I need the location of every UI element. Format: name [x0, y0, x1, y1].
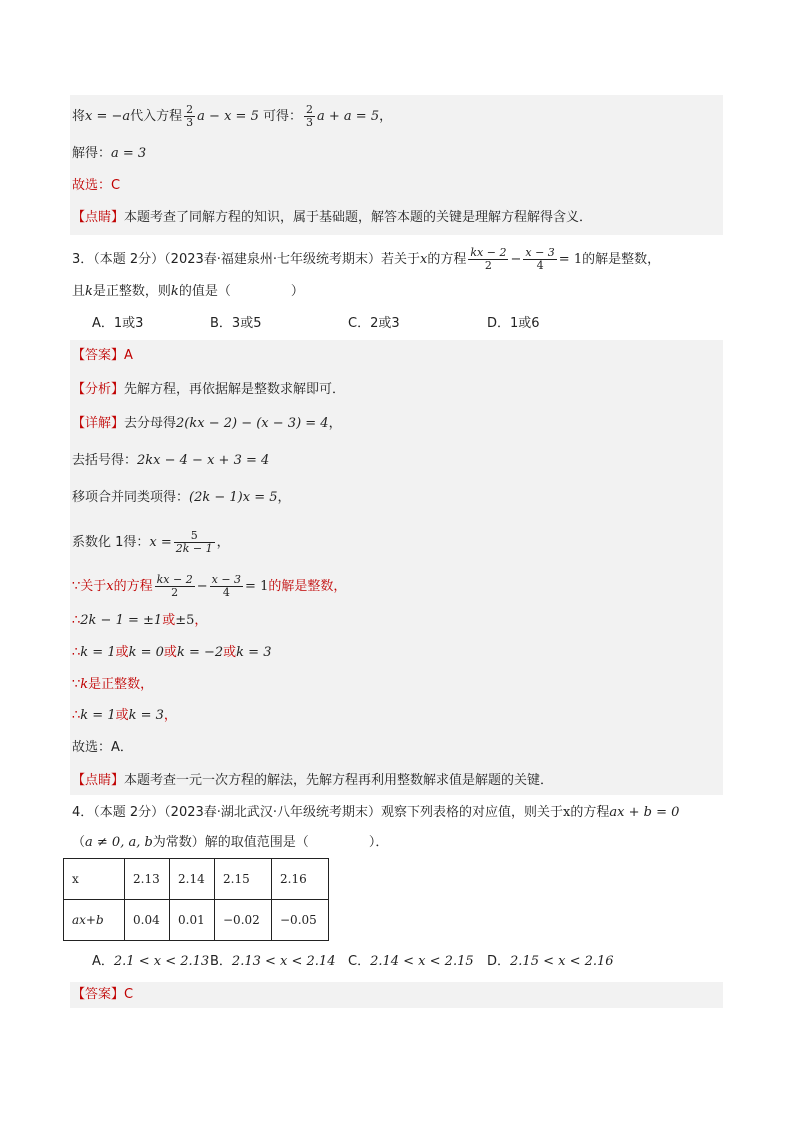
- table-cell: 2.16: [272, 859, 329, 900]
- q2-choice: [72, 176, 120, 196]
- q2-choice-text: 故选：C: [72, 178, 121, 193]
- q2-solve-line: 解得：a = 3: [72, 146, 147, 161]
- q2-comment: 【点睛】本题考查了同解方程的知识，属于基础题，解答本题的关键是理解方程解得含义．: [72, 210, 593, 225]
- q4-option-b[interactable]: B．2.13 < x < 2.14: [210, 954, 336, 969]
- table-cell: 2.14: [170, 859, 215, 900]
- fraction-2-3: $\frac{2}{3}$: [186, 103, 194, 129]
- q4-option-c[interactable]: C．2.14 < x < 2.15: [348, 954, 474, 969]
- fraction-2-3-b: $\frac{2}{3}$: [306, 103, 313, 129]
- q3-analysis: 【分析】先解方程，再依据解是整数求解即可．: [72, 382, 346, 397]
- q3-step3: 移项合并同类项得：(2k − 1)x = 5，: [72, 490, 291, 505]
- q3-stem-line2: 且k是正整数，则k的值是（ ）: [72, 284, 304, 299]
- table-cell: 2.13: [125, 859, 170, 900]
- q3-frac-kx: $\frac{kx - 2}{2}$: [470, 246, 507, 272]
- q3-frac-x: $\frac{x - 3}{4}$: [525, 246, 555, 272]
- q3-because2: ∵k是正整数，: [72, 677, 154, 692]
- table-cell: 0.04: [125, 900, 170, 941]
- q3-detail: 【详解】去分母得2(kx − 2) − (x − 3) = 4，: [72, 416, 342, 431]
- q4-option-a[interactable]: A．2.1 < x < 2.13: [92, 954, 210, 969]
- table-cell: 2.15: [215, 859, 272, 900]
- q3-answer: 【答案】A: [72, 348, 133, 363]
- q4-answer: 【答案】C: [72, 987, 134, 1002]
- q4-stem-line1: 4．（本题 2分）（2023春·湖北武汉·八年级统考期末）观察下列表格的对应值，则关于x的方程ax + b = 0: [72, 805, 680, 820]
- q3-option-a[interactable]: A．1或3: [92, 316, 144, 331]
- q3-step4: 系数化 1得：x = $\frac{5}{2k - 1}$ ，: [72, 529, 230, 555]
- q3-frac-5: $\frac{5}{2k - 1}$: [175, 529, 213, 555]
- q3-choice: 故选：A．: [72, 740, 133, 755]
- q4-answer-band: [70, 982, 723, 1008]
- q3-stem-line1: 3．（本题 2分）（2023春·福建泉州·七年级统考期末）若关于x的方程 $\frac{kx - 2}{2}$ − $\frac{x - 3}{4}$ = 1的解是整数，: [72, 246, 661, 272]
- q3-therefore2: ∴k = 1或k = 0或k = −2或k = 3: [72, 645, 272, 660]
- q3-option-c[interactable]: C．2或3: [348, 316, 400, 331]
- q2-substitution-line: 将x = −a代入方程 $\frac{2}{3}$ a − x = 5 可得： $\frac{2}{3}$ a + a = 5，: [72, 103, 393, 129]
- q3-therefore1: ∴2k − 1 = ±1或±5，: [72, 613, 208, 628]
- table-row: [64, 859, 329, 900]
- table-cell: 0.01: [170, 900, 215, 941]
- q3-comment: 【点睛】本题考查一元一次方程的解法，先解方程再利用整数解求值是解题的关键．: [72, 773, 554, 788]
- q3-option-b[interactable]: B．3或5: [210, 316, 262, 331]
- table-cell: −0.02: [215, 900, 272, 941]
- table-cell: ax+b: [64, 900, 125, 941]
- q4-value-table: [63, 858, 329, 941]
- q3-therefore3: ∴k = 1或k = 3，: [72, 708, 177, 723]
- q3-because1: ∵关于x的方程 $\frac{kx - 2}{2}$ − $\frac{x - 3}{4}$ = 1的解是整数，: [72, 573, 347, 599]
- q3-option-d[interactable]: D．1或6: [487, 316, 540, 331]
- table-cell: x: [64, 859, 125, 900]
- q4-option-d[interactable]: D．2.15 < x < 2.16: [487, 954, 614, 969]
- q3-solution-band: [70, 340, 723, 795]
- q3-step2: 去括号得：2kx − 4 − x + 3 = 4: [72, 453, 270, 468]
- q4-stem-line2: （a ≠ 0, a, b为常数）解的取值范围是（ ）．: [72, 835, 389, 850]
- table-row: [64, 900, 329, 941]
- table-cell: −0.05: [272, 900, 329, 941]
